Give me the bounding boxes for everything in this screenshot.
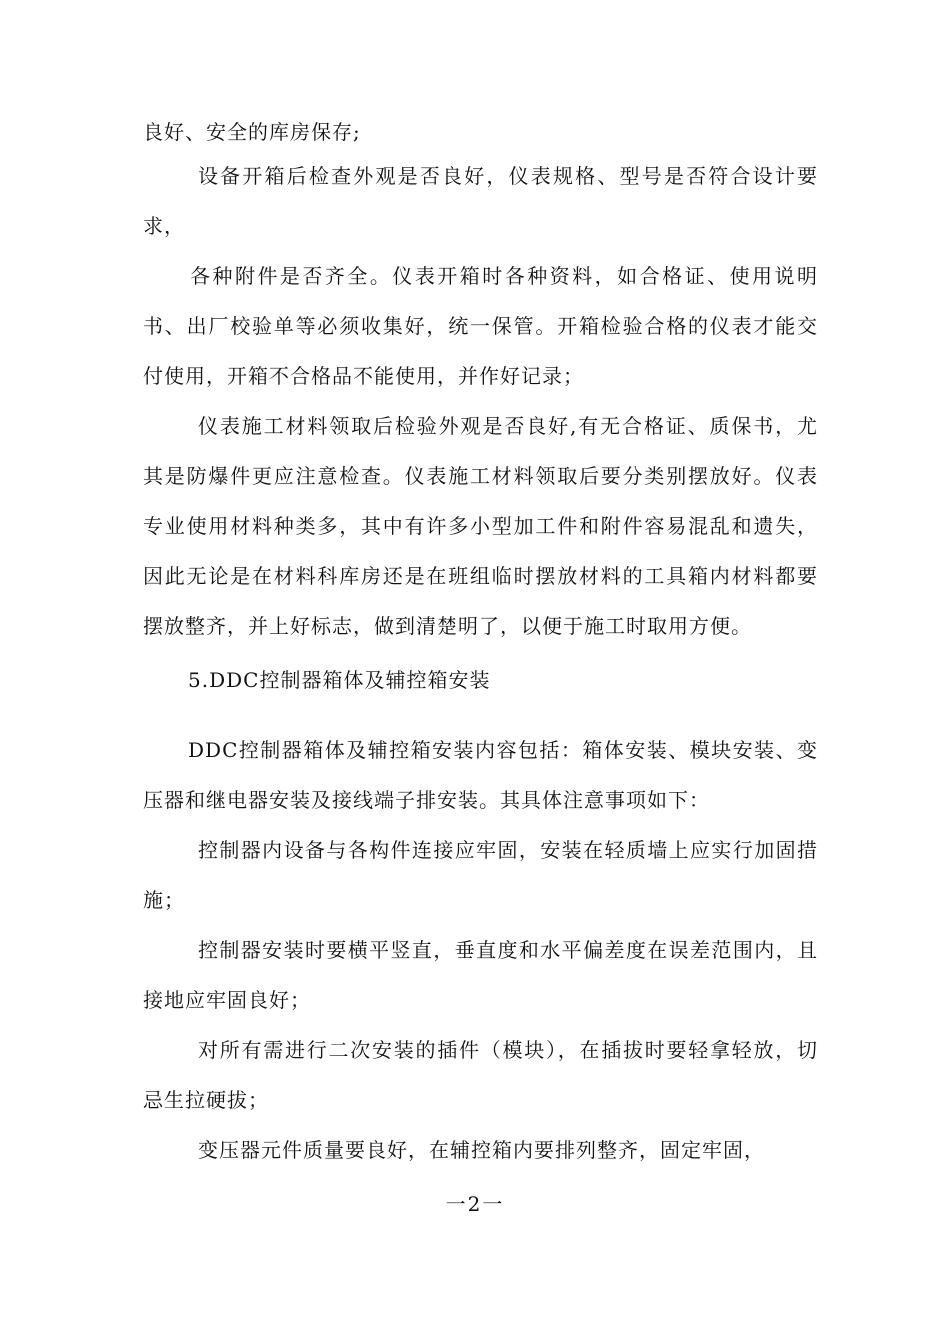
- text-line: 接地应牢固良好；: [143, 988, 311, 1012]
- section-heading: 5.DDC控制器箱体及辅控箱安装: [188, 668, 491, 692]
- text-line: DDC控制器箱体及辅控箱安装内容包括：箱体安装、模块安装、变: [188, 738, 818, 762]
- text-line: 求，: [143, 214, 185, 238]
- text-line: 控制器内设备与各构件连接应牢固，安装在轻质墙上应实行加固措: [198, 838, 818, 862]
- text-line: 压器和继电器安装及接线端子排安装。其具体注意事项如下：: [143, 788, 710, 812]
- page-number: 一2一: [445, 1192, 505, 1216]
- text-line: 施；: [143, 888, 185, 912]
- text-line: 摆放整齐，并上好标志，做到清楚明了，以便于施工时取用方便。: [143, 614, 752, 638]
- text-line: 设备开箱后检查外观是否良好，仪表规格、型号是否符合设计要: [198, 164, 818, 188]
- text-line: 忌生拉硬拔；: [143, 1088, 269, 1112]
- text-line: 对所有需进行二次安装的插件（模块），在插拔时要轻拿轻放，切: [198, 1038, 818, 1062]
- text-line: 专业使用材料种类多，其中有许多小型加工件和附件容易混乱和遗失，: [143, 514, 818, 538]
- text-line: 付使用，开箱不合格品不能使用，并作好记录；: [143, 364, 584, 388]
- text-line: 其是防爆件更应注意检查。仪表施工材料领取后要分类别摆放好。仪表: [143, 464, 818, 488]
- text-line: 变压器元件质量要良好，在辅控箱内要排列整齐，固定牢固，: [198, 1138, 765, 1162]
- text-line: 书、出厂校验单等必须收集好，统一保管。开箱检验合格的仪表才能交: [143, 314, 818, 338]
- text-line: 良好、安全的库房保存;: [143, 120, 361, 144]
- text-line: 控制器安装时要横平竖直，垂直度和水平偏差度在误差范围内，且: [198, 938, 818, 962]
- text-line: 仪表施工材料领取后检验外观是否良好,有无合格证、质保书，尤: [198, 414, 818, 438]
- text-line: 各种附件是否齐全。仪表开箱时各种资料，如合格证、使用说明: [190, 264, 818, 288]
- text-line: 因此无论是在材料科库房还是在班组临时摆放材料的工具箱内材料都要: [143, 564, 818, 588]
